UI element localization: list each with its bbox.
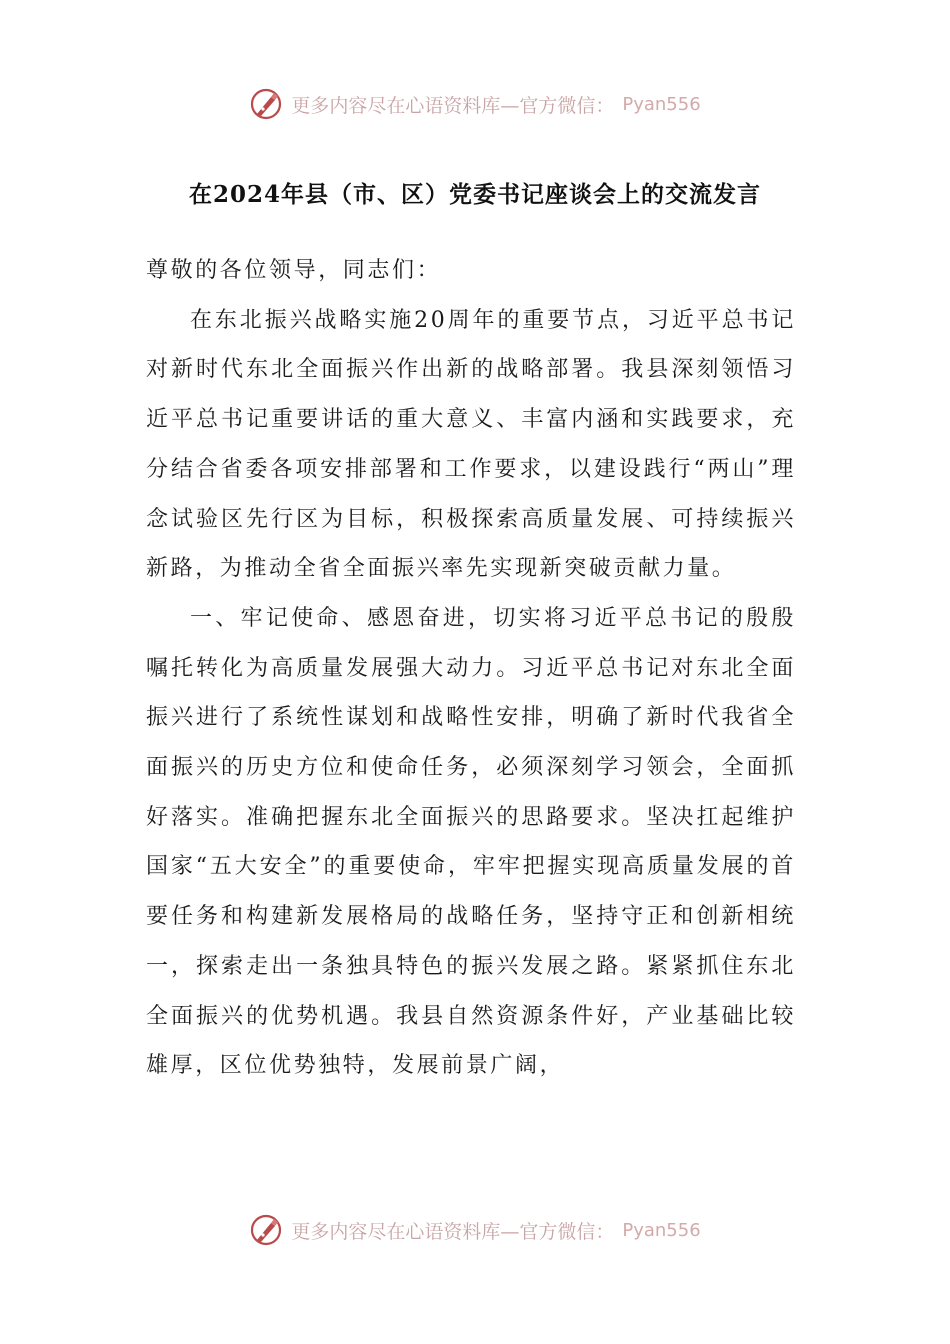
- watermark-text: 更多内容尽在心语资料库—官方微信：: [291, 94, 615, 117]
- watermark-handle: Pyan556: [622, 93, 701, 115]
- pen-nib-logo-icon: [249, 1213, 283, 1247]
- watermark-handle: Pyan556: [622, 1219, 701, 1241]
- watermark-text: 更多内容尽在心语资料库—官方微信：: [291, 1220, 615, 1243]
- document-title: 在2024年县（市、区）党委书记座谈会上的交流发言: [188, 181, 761, 208]
- paragraph-section-one: 一、牢记使命、感恩奋进，切实将习近平总书记的殷殷嘱托转化为高质量发展强大动力。习近平总书记对东北全面振兴进行了系统性谋划和战略性安排，明确了新时代我省全面振兴的历史方位和使命任务，必须深刻学习领会，全面抓好落实。准确把握东北全面振兴的思路要求。坚决扛起维护国家“五大安全”的重要使命，牢牢把握实现高质量发展的首要任务和构建新发展格局的战略任务，坚持守正和创新相统一，探索走出一条独具特色的振兴发展之路。紧紧抓住东北全面振兴的优势机遇。我县自然资源条件好，产业基础比较雄厚，区位优势独特，发展前景广阔，: [146, 605, 796, 1079]
- pen-nib-logo-icon: [249, 87, 283, 121]
- footer-watermark: [0, 1208, 950, 1252]
- header-watermark: [0, 82, 950, 126]
- document-body: [146, 246, 796, 1091]
- paragraph-intro: 在东北振兴战略实施20周年的重要节点，习近平总书记对新时代东北全面振兴作出新的战略部署。我县深刻领悟习近平总书记重要讲话的重大意义、丰富内涵和实践要求，充分结合省委各项安排部署和工作要求，以建设践行“两山”理念试验区先行区为目标，积极探索高质量发展、可持续振兴新路，为推动全省全面振兴率先实现新突破贡献力量。: [146, 307, 796, 582]
- greeting: 尊敬的各位领导，同志们：: [146, 258, 442, 283]
